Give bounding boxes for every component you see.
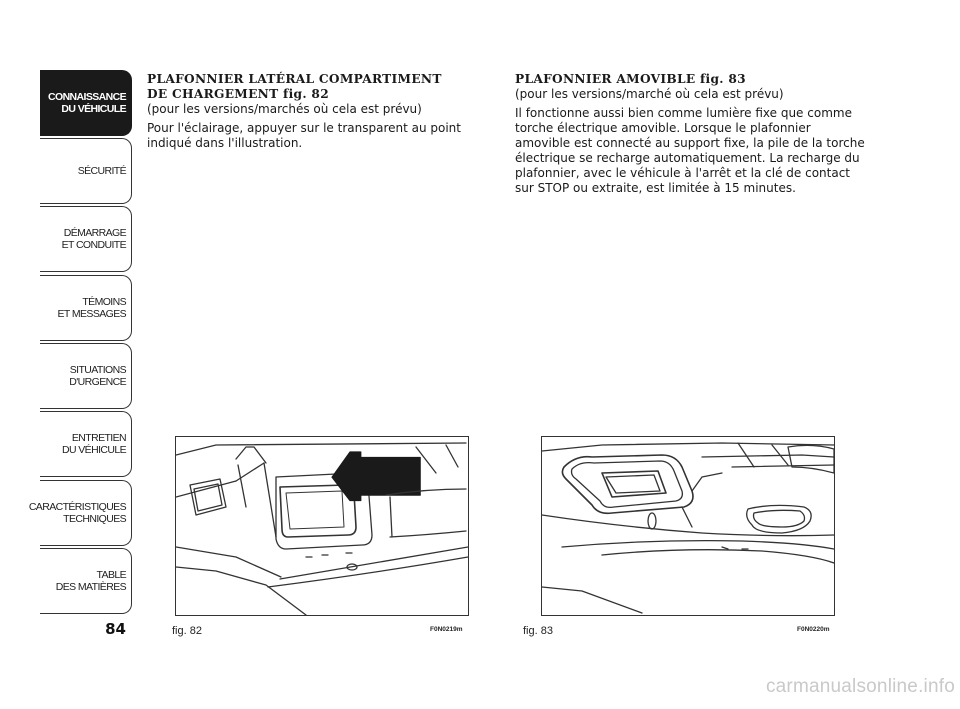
- section-title: [147, 72, 492, 102]
- availability-note: (pour les versions/marchés où cela est prévu): [147, 102, 422, 116]
- tab-entretien-du-vehicule[interactable]: ENTRETIEN DU VÉHICULE: [40, 411, 132, 477]
- figure-83-caption: fig. 83: [523, 625, 553, 637]
- tab-connaissance-du-vehicule[interactable]: CONNAISSANCE DU VÉHICULE: [40, 70, 132, 136]
- figure-82-caption: fig. 82: [172, 625, 202, 637]
- figure-82-illustration: [175, 436, 469, 616]
- tab-securite[interactable]: SÉCURITÉ: [40, 138, 132, 204]
- section-plafonnier-lateral: [147, 72, 492, 155]
- tab-situations-d-urgence[interactable]: SITUATIONS D'URGENCE: [40, 343, 132, 409]
- tab-temoins-et-messages[interactable]: TÉMOINS ET MESSAGES: [40, 275, 132, 341]
- figure-83-illustration: [541, 436, 835, 616]
- body-paragraph: Il fonctionne aussi bien comme lumière fixe que comme torche électrique amovible. Lorsque le plafonnier amovible est connecté au support fixe, la pile de la torche électrique se recharge automatiquement. La recharge du plafonnier, avec le véhicule à l'arrêt et la clé de contact sur STOP ou extraite, est limitée à 15 minutes.: [515, 106, 865, 195]
- section-title: PLAFONNIER AMOVIBLE fig. 83: [515, 72, 746, 86]
- section-plafonnier-amovible: [515, 72, 867, 200]
- site-watermark: carmanualsonline.info: [765, 676, 955, 697]
- figure-82-code: F0N0219m: [430, 626, 463, 633]
- section-title-line-1: PLAFONNIER LATÉRAL COMPARTIMENT: [147, 72, 442, 86]
- section-title-line-2: DE CHARGEMENT fig. 82: [147, 87, 329, 101]
- tab-caracteristiques-techniques[interactable]: CARACTÉRISTIQUES TECHNIQUES: [40, 480, 132, 546]
- page-number: 84: [105, 620, 126, 638]
- tab-table-des-matieres[interactable]: TABLE DES MATIÈRES: [40, 548, 132, 614]
- tab-demarrage-et-conduite[interactable]: DÉMARRAGE ET CONDUITE: [40, 206, 132, 272]
- availability-note: (pour les versions/marché où cela est prévu): [515, 87, 784, 101]
- body-paragraph: Pour l'éclairage, appuyer sur le transparent au point indiqué dans l'illustration.: [147, 121, 461, 150]
- figure-83-code: F0N0220m: [797, 626, 830, 633]
